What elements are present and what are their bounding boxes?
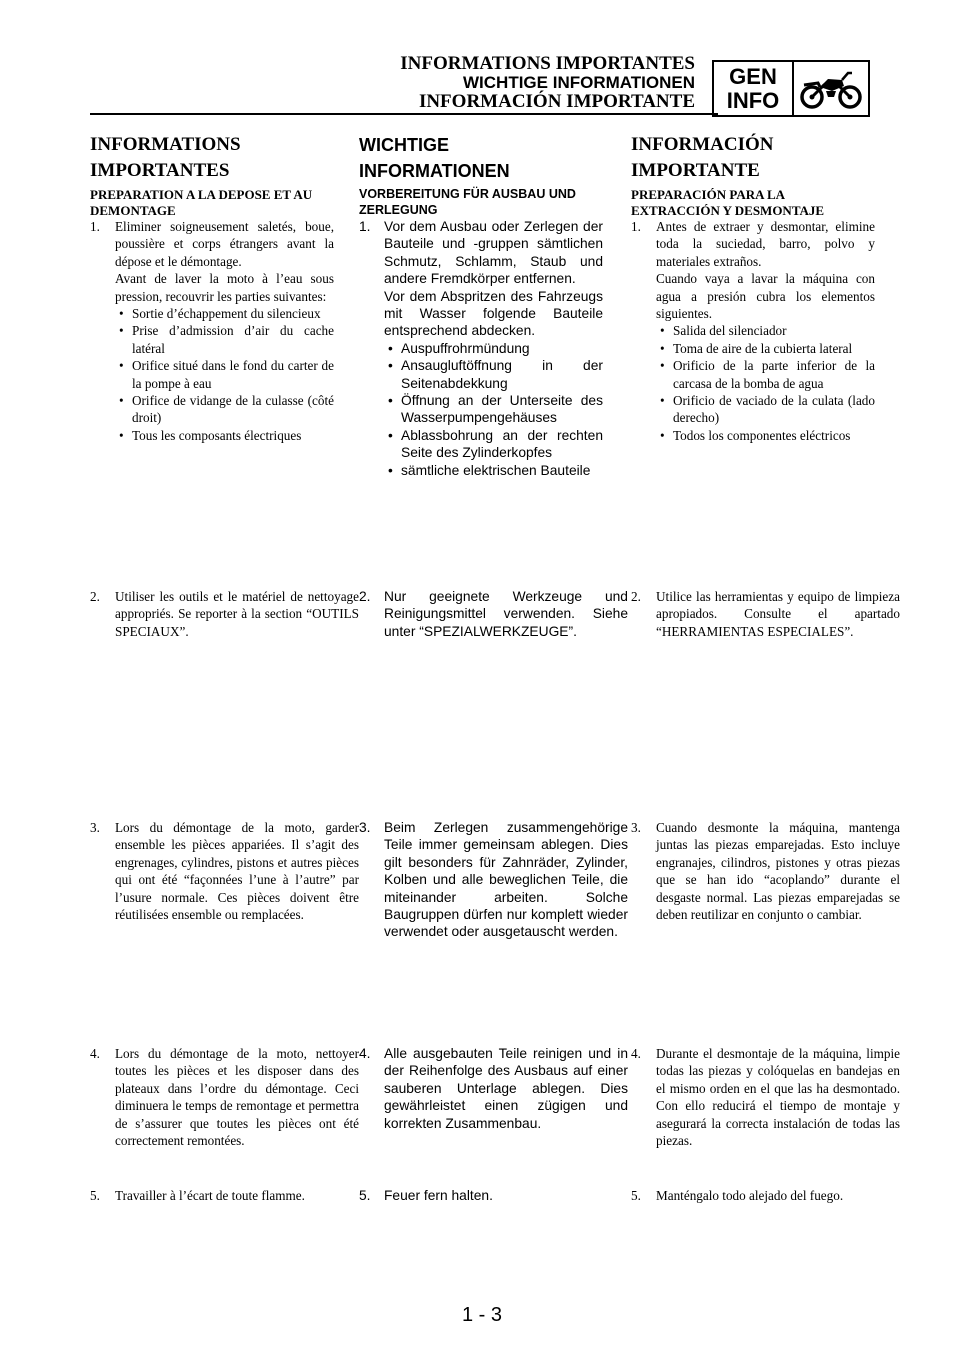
list-item-es-3 <box>631 819 900 923</box>
header-title-fr: INFORMATIONS IMPORTANTES <box>400 53 695 74</box>
item-text-2: Vor dem Abspritzen des Fahrzeugs mit Wasser folgende Bauteile entsprechend abdecken. <box>384 288 603 339</box>
section-fr-intro <box>90 132 334 444</box>
header-rule <box>90 113 718 115</box>
badge-label <box>714 62 794 115</box>
list-item-de-5 <box>359 1187 628 1204</box>
item-text-2: Cuando vaya a lavar la máquina con agua a presión cubra los elementos siguientes. <box>656 271 875 322</box>
motorcycle-icon <box>794 62 868 115</box>
header-title-de: WICHTIGE INFORMATIONEN <box>463 73 695 92</box>
badge-line2: INFO <box>726 87 780 113</box>
item-text: Cuando desmonte la máquina, mantenga juntas las piezas emparejadas. Esto incluye engranajes, cilindros, pistones y otras piezas que se han ido “acoplando” durante el desgaste normal. Las piezas emparejadas se deben reutilizar en conjunto o cambiar. <box>656 820 900 923</box>
item-number: 2. <box>631 589 641 604</box>
item-number: 3. <box>631 820 641 835</box>
list-item-es-1 <box>631 218 875 444</box>
item-number: 1. <box>359 219 371 234</box>
column-fr <box>90 132 359 1232</box>
item-number: 4. <box>90 1046 100 1061</box>
item-text: Nur geeignete Werkzeuge und Reinigungsmittel verwenden. Siehe unter “SPEZIALWERKZEUGE”. <box>384 589 628 639</box>
item-number: 5. <box>90 1188 100 1203</box>
bullet-item: • Auspuffrohrmündung <box>384 340 603 357</box>
bullet-item: • sämtliche elektrischen Bauteile <box>384 462 603 479</box>
item-number: 3. <box>90 820 100 835</box>
section-badge <box>712 60 870 117</box>
item-number: 5. <box>631 1188 641 1203</box>
section-es-intro <box>631 132 875 444</box>
item-text: Lors du démontage de la moto, garder ensemble les pièces appariées. Il s’agit des engrenages, cylindres, pistons et autres pièces qui ont été “façonnées l’une à l’autre” par l’usure normale. Ces pièces doivent être réutilisées ensemble ou remplacées. <box>115 820 359 923</box>
list-item-fr-5 <box>90 1187 359 1204</box>
column-es <box>631 132 900 1232</box>
item-text: Beim Zerlegen zusammengehörige Teile immer gemeinsam ablegen. Dies gilt besonders für Zahnräder, Zylinder, Kolben und alle beweglichen Teile, die miteinander arbeiten. Solche Baugruppen dürfen nur komplett wieder verwendet oder ausgetauscht werden. <box>384 820 628 940</box>
bullet-item: • Salida del silenciador <box>656 322 875 339</box>
item-text: Utilice las herramientas y equipo de limpieza apropiados. Consulte el apartado “HERRAMIENTAS ESPECIALES”. <box>656 589 900 639</box>
bullet-item: • Tous les composants électriques <box>115 427 334 444</box>
item-number: 3. <box>359 820 371 835</box>
badge-line1: GEN <box>729 63 777 89</box>
bullet-item: • Toma de aire de la cubierta lateral <box>656 340 875 357</box>
item-text: Durante el desmontaje de la máquina, limpie todas las piezas y colóquelas en bandejas en el mismo orden en el que las ha desmontado. Con ello reducirá el tiempo de montaje y asegurará la correcta instalación de todas las piezas. <box>656 1046 900 1149</box>
list-item-de-3 <box>359 819 628 941</box>
bullet-item: • Orificio de la parte inferior de la carcasa de la bomba de agua <box>656 357 875 392</box>
list-item-de-4 <box>359 1045 628 1132</box>
list-item-es-2 <box>631 588 900 640</box>
list-item-fr-4 <box>90 1045 359 1149</box>
bullet-item: • Ablassbohrung an der rechten Seite des Zylinderkopfes <box>384 427 603 462</box>
section-de-intro <box>359 132 603 479</box>
bullet-item: • Sortie d’échappement du silencieux <box>115 305 334 322</box>
item-number: 4. <box>631 1046 641 1061</box>
bullet-item: • Prise d’admission d’air du cache latéral <box>115 322 334 357</box>
bullet-item: • Orifice situé dans le fond du carter de la pompe à eau <box>115 357 334 392</box>
bullet-item: • Orifice de vidange de la culasse (côté droit) <box>115 392 334 427</box>
item-number: 2. <box>359 589 371 604</box>
bullet-item: • Ansaugluftöffnung in der Seitenabdekkung <box>384 357 603 392</box>
column-de <box>359 132 628 1232</box>
item-text: Feuer fern halten. <box>384 1188 493 1203</box>
heading-de-line2: INFORMATIONEN <box>359 161 510 181</box>
heading-es-line2: IMPORTANTE <box>631 160 760 181</box>
page-number: 1 - 3 <box>462 1304 503 1326</box>
bullet-item: • Orificio de vaciado de la culata (lado derecho) <box>656 392 875 427</box>
item-number: 2. <box>90 589 100 604</box>
item-text: Travailler à l’écart de toute flamme. <box>115 1188 305 1203</box>
subheading-de: VORBEREITUNG FÜR AUSBAU UND ZERLEGUNG <box>359 187 576 217</box>
list-item-de-1 <box>359 218 603 479</box>
subheading-es: PREPARACIÓN PARA LA EXTRACCIÓN Y DESMONTAJE <box>631 187 825 218</box>
item-text: Antes de extraer y desmontar, elimine toda la suciedad, barro, polvo y materiales extraños. <box>656 219 875 269</box>
list-item-fr-1 <box>90 218 334 444</box>
item-number: 4. <box>359 1046 371 1061</box>
list-item-fr-3 <box>90 819 359 923</box>
heading-fr-line1: INFORMATIONS <box>90 134 241 155</box>
bullet-item: • Todos los componentes eléctricos <box>656 427 875 444</box>
bullet-item: • Öffnung an der Unterseite des Wasserpumpengehäuses <box>384 392 603 427</box>
item-text: Manténgalo todo alejado del fuego. <box>656 1188 844 1203</box>
item-number: 1. <box>90 219 100 234</box>
list-item-es-5 <box>631 1187 900 1204</box>
item-text-2: Avant de laver la moto à l’eau sous pression, recouvrir les parties suivantes: <box>115 271 334 304</box>
item-text: Alle ausgebauten Teile reinigen und in der Reihenfolge des Ausbaus auf einer sauberen Unterlage ablegen. Dies gewährleistet einen zügigen und korrekten Zusammenbau. <box>384 1046 628 1131</box>
list-item-de-2 <box>359 588 628 640</box>
heading-es-line1: INFORMACIÓN <box>631 134 774 155</box>
subheading-fr: PREPARATION A LA DEPOSE ET AU DEMONTAGE <box>90 187 313 218</box>
item-text: Eliminer soigneusement saletés, boue, poussière et corps étrangers avant la dépose et le démontage. <box>115 219 334 269</box>
item-number: 5. <box>359 1188 371 1203</box>
heading-de-line1: WICHTIGE <box>359 135 449 155</box>
item-text: Utiliser les outils et le matériel de nettoyage appropriés. Se reporter à la section “OUTILS SPECIAUX”. <box>115 589 359 639</box>
item-number: 1. <box>631 219 641 234</box>
header-title-es: INFORMACIÓN IMPORTANTE <box>418 91 695 112</box>
item-text: Lors du démontage de la moto, nettoyer toutes les pièces et les disposer dans des plateaux dans l’ordre du démontage. Ceci diminuera le temps de remontage et permettra de s’assurer que toutes les pièces ont été correctement remontées. <box>115 1046 359 1149</box>
item-text: Vor dem Ausbau oder Zerlegen der Bauteile und -gruppen sämtlichen Schmutz, Schlamm, Staub und andere Fremdkörper entfernen. <box>384 219 603 287</box>
heading-fr-line2: IMPORTANTES <box>90 160 230 181</box>
list-item-es-4 <box>631 1045 900 1149</box>
list-item-fr-2 <box>90 588 359 640</box>
